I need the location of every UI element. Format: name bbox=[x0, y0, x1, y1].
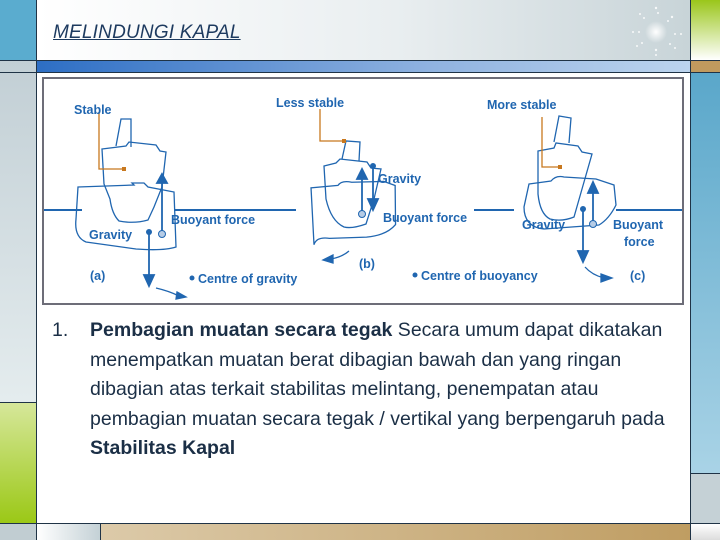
bold-ending: Stabilitas Kapal bbox=[90, 437, 236, 459]
label-buoyant-c: Buoyant bbox=[613, 218, 663, 232]
label-buoyant-c-2: force bbox=[624, 235, 655, 249]
ship-stability-diagram bbox=[42, 77, 684, 305]
divider bbox=[690, 473, 720, 474]
list-number: 1. bbox=[52, 319, 69, 341]
label-stable: Stable bbox=[74, 103, 112, 117]
slide-title: MELINDUNGI KAPAL bbox=[53, 22, 241, 43]
paragraph-text: Secara umum dapat dikatakan menempatkan muatan berat dibagian bawah dan yang ringan dibagian atas terkait stabilitas melintang, penempatan atau pembagian muatan secara tegak / vertikal yang berpengaruh pada bbox=[90, 319, 665, 430]
label-buoyant-b: Buoyant force bbox=[383, 211, 468, 225]
sparkle-icon bbox=[625, 2, 687, 58]
right-accent-blue bbox=[691, 73, 720, 473]
left-accent-blue bbox=[0, 0, 36, 60]
right-accent-gray bbox=[691, 474, 720, 523]
left-accent-green bbox=[0, 403, 36, 523]
label-gravity-b: Gravity bbox=[378, 172, 422, 186]
label-more-stable: More stable bbox=[487, 98, 557, 112]
caption-c: (c) bbox=[630, 269, 646, 283]
label-less-stable: Less stable bbox=[276, 96, 345, 110]
left-accent-bottom bbox=[0, 524, 36, 540]
caption-a: (a) bbox=[90, 269, 106, 283]
left-accent-gray bbox=[0, 61, 36, 402]
bottom-accent-light bbox=[37, 524, 100, 540]
divider bbox=[0, 402, 36, 403]
right-accent-tan bbox=[691, 61, 720, 72]
caption-b: (b) bbox=[359, 257, 375, 271]
bold-heading: Pembagian muatan secara tegak bbox=[90, 319, 393, 341]
bottom-accent-tan bbox=[101, 524, 690, 540]
divider bbox=[36, 0, 37, 540]
right-accent-bottom bbox=[691, 524, 720, 540]
divider bbox=[0, 72, 720, 73]
label-gravity-c: Gravity bbox=[522, 218, 566, 232]
label-buoyant-a: Buoyant force bbox=[171, 213, 256, 227]
body-paragraph bbox=[52, 316, 692, 464]
legend-centre-of-gravity: Centre of gravity bbox=[198, 272, 298, 286]
header-band bbox=[37, 61, 690, 72]
label-gravity-a: Gravity bbox=[89, 228, 133, 242]
legend-centre-of-buoyancy: Centre of buoyancy bbox=[421, 269, 538, 283]
right-accent-green bbox=[691, 0, 720, 60]
